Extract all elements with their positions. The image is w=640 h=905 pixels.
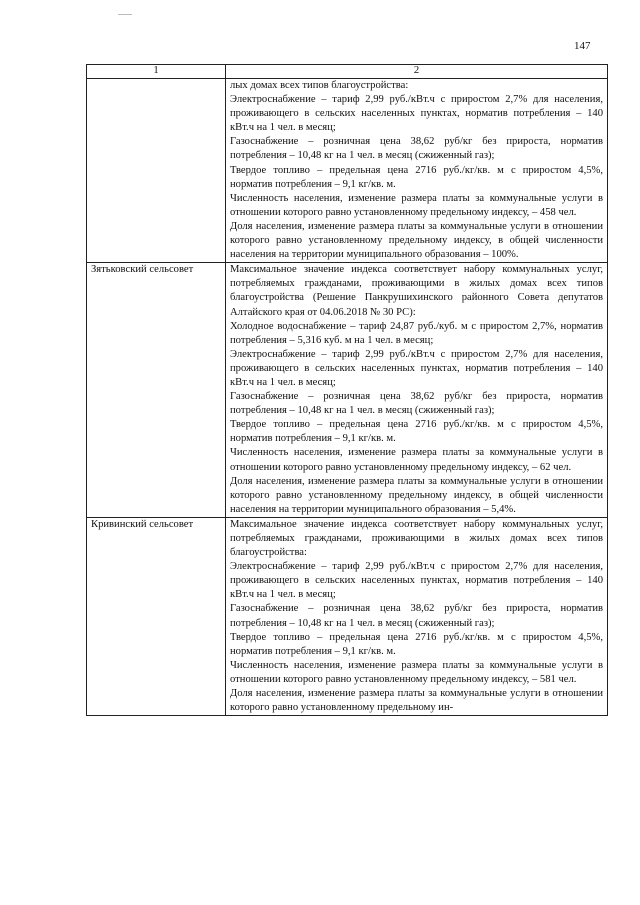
header-row bbox=[87, 65, 608, 79]
paragraph: Электроснабжение – тариф 2,99 руб./кВт.ч с приростом 2,7% для населения, проживающего в сельских населенных пунктах, норматив потребления – 140 кВт.ч на 1 чел. в месяц; bbox=[230, 348, 603, 388]
paragraph: лых домах всех типов благоустройства: bbox=[230, 80, 409, 91]
paragraph: Твердое топливо – предельная цена 2716 руб./кг/кв. м с приростом 4,5%, норматив потребления – 9,1 кг/кв. м. bbox=[230, 164, 603, 190]
paragraph: Газоснабжение – розничная цена 38,62 руб/кг без прироста, норматив потребления – 10,48 кг на 1 чел. в месяц (сжиженный газ); bbox=[230, 391, 603, 417]
column-header-2: 2 bbox=[226, 65, 608, 79]
scan-mark bbox=[118, 14, 132, 15]
paragraph: Твердое топливо – предельная цена 2716 руб./кг/кв. м с приростом 4,5%, норматив потребления – 9,1 кг/кв. м. bbox=[230, 631, 603, 657]
paragraph: Холодное водоснабжение – тариф 24,87 руб./куб. м с приростом 2,7%, норматив потребления – 5,316 куб. м на 1 чел. в месяц; bbox=[230, 320, 603, 346]
paragraph: Численность населения, изменение размера платы за коммунальные услуги в отношении которого равно установленному предельному индексу, – 581 чел. bbox=[230, 659, 603, 685]
table-row bbox=[87, 517, 608, 715]
table-row bbox=[87, 79, 608, 263]
municipality-name: Зятьковский сельсовет bbox=[87, 263, 226, 518]
description-cell bbox=[226, 263, 608, 518]
paragraph: Доля населения, изменение размера платы за коммунальные услуги в отношении которого равно установленному предельному индексу, в общей численности населения на территории муниципального образования – 5,4%. bbox=[230, 475, 603, 515]
paragraph: Максимальное значение индекса соответствует набору коммунальных услуг, потребляемых гражданами, проживающими в жилых домах всех типов благоустройства: bbox=[230, 518, 603, 559]
paragraph: Доля населения, изменение размера платы за коммунальные услуги в отношении которого равно установленному предельному ин- bbox=[230, 688, 603, 714]
municipality-name bbox=[87, 79, 226, 263]
page-number: 147 bbox=[574, 40, 591, 52]
paragraph: Электроснабжение – тариф 2,99 руб./кВт.ч с приростом 2,7% для населения, проживающего в сельских населенных пунктах, норматив потребления – 140 кВт.ч на 1 чел. в месяц; bbox=[230, 94, 603, 134]
description-cell bbox=[226, 517, 608, 715]
table-row bbox=[87, 263, 608, 518]
paragraph: Численность населения, изменение размера платы за коммунальные услуги в отношении которого равно установленному предельному индексу, – 458 чел. bbox=[230, 192, 603, 218]
paragraph: Доля населения, изменение размера платы за коммунальные услуги в отношении которого равно установленному предельному индексу, в общей численности населения на территории муниципального образования – 100%. bbox=[230, 220, 603, 261]
municipality-name: Кривинский сельсовет bbox=[87, 517, 226, 715]
column-header-1: 1 bbox=[87, 65, 226, 79]
paragraph: Газоснабжение – розничная цена 38,62 руб/кг без прироста, норматив потребления – 10,48 кг на 1 чел. в месяц (сжиженный газ); bbox=[230, 136, 603, 162]
paragraph: Газоснабжение – розничная цена 38,62 руб/кг без прироста, норматив потребления – 10,48 кг на 1 чел. в месяц (сжиженный газ); bbox=[230, 603, 603, 629]
paragraph: Электроснабжение – тариф 2,99 руб./кВт.ч с приростом 2,7% для населения, проживающего в сельских населенных пунктах, норматив потребления – 140 кВт.ч на 1 чел. в месяц; bbox=[230, 561, 603, 601]
description-cell bbox=[226, 79, 608, 263]
paragraph: Твердое топливо – предельная цена 2716 руб./кг/кв. м с приростом 4,5%, норматив потребления – 9,1 кг/кв. м. bbox=[230, 419, 603, 445]
paragraph: Численность населения, изменение размера платы за коммунальные услуги в отношении которого равно установленному предельному индексу, – 62 чел. bbox=[230, 447, 603, 473]
index-table bbox=[86, 64, 608, 716]
paragraph: Максимальное значение индекса соответствует набору коммунальных услуг, потребляемых гражданами, проживающими в жилых домах всех типов благоустройства (Решение Панкрушихинского районного Совета депутатов Алтайского края от 04.06.2018 № 30 РС): bbox=[230, 264, 603, 318]
